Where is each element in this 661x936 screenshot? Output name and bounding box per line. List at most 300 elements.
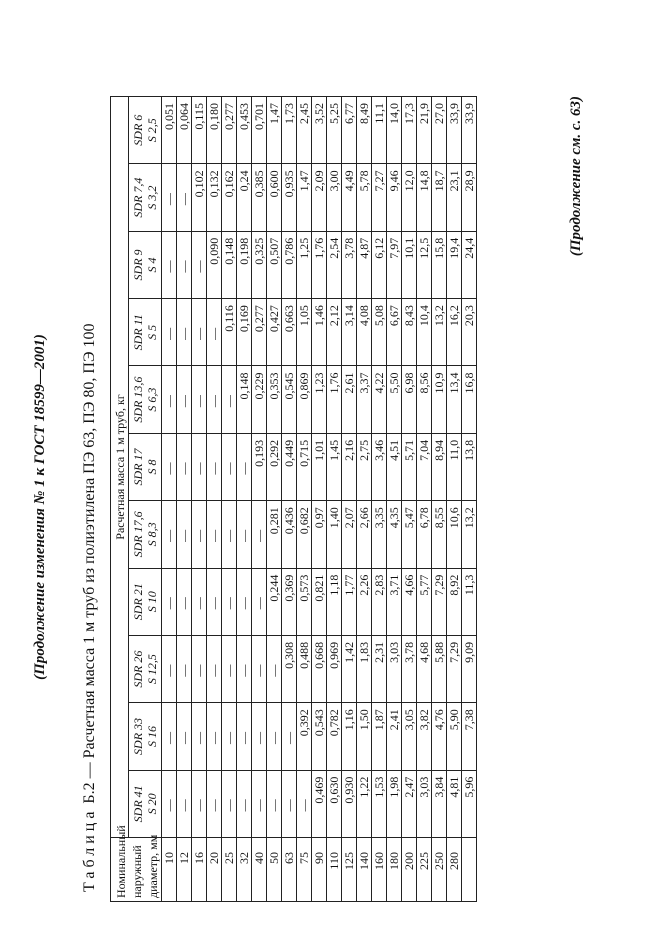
mass-cell: 3,46 [372, 433, 387, 500]
mass-cell: 7,38 [462, 703, 477, 770]
mass-cell: 17,3 [402, 97, 417, 164]
mass-cell: 14,0 [387, 97, 402, 164]
mass-cell: — [192, 299, 207, 366]
mass-cell: 5,47 [402, 501, 417, 568]
mass-cell: 19,4 [447, 231, 462, 298]
mass-cell: 3,82 [417, 703, 432, 770]
mass-cell: — [207, 770, 222, 837]
mass-cell: 5,96 [462, 770, 477, 837]
diameter-cell: 110 [327, 838, 342, 902]
mass-cell: 3,37 [357, 366, 372, 433]
mass-cell: 8,43 [402, 299, 417, 366]
mass-cell: 0,169 [237, 299, 252, 366]
mass-cell: — [192, 433, 207, 500]
mass-cell: 4,49 [342, 164, 357, 231]
table-row [312, 97, 327, 902]
mass-cell: 5,71 [402, 433, 417, 500]
mass-cell: 7,29 [432, 568, 447, 635]
mass-cell: 6,12 [372, 231, 387, 298]
mass-cell: 2,66 [357, 501, 372, 568]
mass-cell: 1,22 [357, 770, 372, 837]
mass-cell: 3,05 [402, 703, 417, 770]
footer-note: (Продолжение см. с. 63) [568, 96, 584, 257]
mass-cell: 11,0 [447, 433, 462, 500]
mass-cell: 0,630 [327, 770, 342, 837]
mass-cell: — [177, 568, 192, 635]
sdr-column-header [129, 568, 162, 635]
mass-cell: 0,930 [342, 770, 357, 837]
mass-cell: 28,9 [462, 164, 477, 231]
mass-cell: 5,50 [387, 366, 402, 433]
mass-cell: 0,325 [252, 231, 267, 298]
mass-cell: 0,102 [192, 164, 207, 231]
mass-cell: 0,969 [327, 635, 342, 702]
diameter-header [111, 825, 162, 902]
mass-cell: 8,55 [432, 501, 447, 568]
table-row [417, 97, 432, 902]
mass-cell: — [252, 770, 267, 837]
mass-cell: — [222, 501, 237, 568]
mass-cell: 0,198 [237, 231, 252, 298]
table-row [357, 97, 372, 902]
mass-cell: 4,35 [387, 501, 402, 568]
mass-cell: 2,61 [342, 366, 357, 433]
mass-cell: 0,97 [312, 501, 327, 568]
s-label: S 10 [145, 591, 160, 613]
mass-cell: 2,31 [372, 635, 387, 702]
mass-cell: — [237, 568, 252, 635]
mass-cell: 10,6 [447, 501, 462, 568]
mass-cell: 0,869 [297, 366, 312, 433]
mass-cell: 0,782 [327, 703, 342, 770]
mass-cell: — [162, 366, 177, 433]
sdr-column-header [129, 770, 162, 837]
s-label: S 4 [145, 257, 160, 273]
mass-cell: 20,3 [462, 299, 477, 366]
mass-cell: 1,05 [297, 299, 312, 366]
mass-cell: — [177, 770, 192, 837]
mass-cell: 1,25 [297, 231, 312, 298]
mass-cell: 1,77 [342, 568, 357, 635]
mass-cell: — [252, 501, 267, 568]
s-label: S 8 [145, 459, 160, 475]
diameter-cell: 63 [282, 838, 297, 902]
mass-cell: 2,16 [342, 433, 357, 500]
mass-cell: 2,41 [387, 703, 402, 770]
mass-cell: 0,600 [267, 164, 282, 231]
mass-cell: 0,180 [207, 97, 222, 164]
mass-cell: 5,88 [432, 635, 447, 702]
mass-cell: 7,27 [372, 164, 387, 231]
mass-cell: 4,66 [402, 568, 417, 635]
sdr-column-header [129, 299, 162, 366]
diameter-cell: 280 [447, 838, 462, 902]
table-row [237, 97, 252, 902]
sdr-label: SDR 41 [131, 785, 146, 823]
mass-cell: 0,064 [177, 97, 192, 164]
s-label: S 12,5 [145, 654, 160, 685]
mass-cell: 10,9 [432, 366, 447, 433]
mass-cell: 18,7 [432, 164, 447, 231]
diameter-cell: 160 [372, 838, 387, 902]
mass-cell: 1,47 [297, 164, 312, 231]
mass-cell: — [207, 501, 222, 568]
mass-cell: 2,07 [342, 501, 357, 568]
mass-cell: 0,668 [312, 635, 327, 702]
mass-cell: 0,193 [252, 433, 267, 500]
diameter-header-line: Номинальный [114, 825, 128, 898]
mass-cell: 0,277 [252, 299, 267, 366]
mass-cell: 33,9 [447, 97, 462, 164]
rotated-page [30, 18, 630, 918]
mass-cell: 0,701 [252, 97, 267, 164]
mass-cell: — [177, 231, 192, 298]
mass-cell: — [177, 164, 192, 231]
mass-cell: 13,2 [462, 501, 477, 568]
mass-cell: — [207, 433, 222, 500]
table-row [252, 97, 267, 902]
mass-cell: 0,488 [297, 635, 312, 702]
mass-cell: 0,715 [297, 433, 312, 500]
mass-cell: 1,73 [282, 97, 297, 164]
mass-cell: 0,148 [237, 366, 252, 433]
mass-cell: — [192, 501, 207, 568]
mass-cell: — [192, 770, 207, 837]
mass-cell: 0,277 [222, 97, 237, 164]
mass-cell: 2,45 [297, 97, 312, 164]
mass-cell: — [192, 703, 207, 770]
sdr-column-header [129, 164, 162, 231]
mass-cell: 16,8 [462, 366, 477, 433]
s-label: S 2,5 [145, 118, 160, 143]
sdr-label: SDR 13,6 [131, 376, 146, 423]
mass-cell: 9,46 [387, 164, 402, 231]
table-row [402, 97, 417, 902]
mass-cell: 11,3 [462, 568, 477, 635]
sdr-label: SDR 26 [131, 650, 146, 688]
mass-cell: 2,54 [327, 231, 342, 298]
mass-cell: 8,56 [417, 366, 432, 433]
mass-cell: 1,40 [327, 501, 342, 568]
mass-cell: — [162, 299, 177, 366]
mass-cell: 0,663 [282, 299, 297, 366]
mass-cell: 0,244 [267, 568, 282, 635]
table-row [387, 97, 402, 902]
sdr-column-header [129, 231, 162, 298]
sdr-column-header [129, 703, 162, 770]
mass-cell: 0,229 [252, 366, 267, 433]
sdr-label: SDR 6 [131, 114, 146, 146]
diameter-cell: 180 [387, 838, 402, 902]
mass-cell: 0,436 [282, 501, 297, 568]
diameter-header-line: наружный [130, 845, 144, 898]
mass-cell: — [207, 366, 222, 433]
table-row [192, 97, 207, 902]
mass-cell: 3,71 [387, 568, 402, 635]
mass-cell: 15,8 [432, 231, 447, 298]
mass-cell: 4,68 [417, 635, 432, 702]
diameter-cell: 32 [237, 838, 252, 902]
mass-cell: — [177, 635, 192, 702]
mass-cell: — [177, 433, 192, 500]
header-note: (Продолжение изменения № 1 к ГОСТ 18599—2001) [32, 334, 48, 680]
mass-cell: 4,81 [447, 770, 462, 837]
mass-cell: — [162, 433, 177, 500]
mass-cell: 0,132 [207, 164, 222, 231]
sdr-column-header [129, 366, 162, 433]
mass-cell: 1,18 [327, 568, 342, 635]
mass-cell: 3,03 [387, 635, 402, 702]
mass-cell: — [237, 433, 252, 500]
diameter-cell: 200 [402, 838, 417, 902]
mass-cell: 8,49 [357, 97, 372, 164]
sdr-column-header [129, 635, 162, 702]
mass-cell: 27,0 [432, 97, 447, 164]
mass-cell: — [237, 501, 252, 568]
mass-cell: 7,29 [447, 635, 462, 702]
mass-cell: 21,9 [417, 97, 432, 164]
mass-cell: 2,83 [372, 568, 387, 635]
mass-cell: — [162, 164, 177, 231]
mass-cell: — [162, 568, 177, 635]
mass-cell: 0,935 [282, 164, 297, 231]
mass-cell: 7,97 [387, 231, 402, 298]
mass-cell: 0,545 [282, 366, 297, 433]
mass-cell: 3,14 [342, 299, 357, 366]
mass-cell: — [177, 703, 192, 770]
mass-cell: 8,92 [447, 568, 462, 635]
sdr-label: SDR 21 [131, 583, 146, 621]
mass-cell: 0,369 [282, 568, 297, 635]
mass-cell: — [162, 231, 177, 298]
mass-cell: 0,427 [267, 299, 282, 366]
mass-cell: — [282, 703, 297, 770]
mass-cell: 3,52 [312, 97, 327, 164]
mass-cell: 0,385 [252, 164, 267, 231]
sdr-column-header [129, 501, 162, 568]
table-body [162, 97, 477, 902]
table-row [447, 97, 462, 902]
sdr-label: SDR 7,4 [131, 177, 146, 218]
s-label: S 5 [145, 324, 160, 340]
mass-cell: 3,35 [372, 501, 387, 568]
diameter-cell: 16 [192, 838, 207, 902]
mass-cell: 0,392 [297, 703, 312, 770]
mass-cell: 2,26 [357, 568, 372, 635]
mass-group-header: Расчетная масса 1 м труб, кг [111, 97, 129, 838]
mass-cell: — [237, 770, 252, 837]
mass-cell: 1,42 [342, 635, 357, 702]
mass-cell: 1,87 [372, 703, 387, 770]
mass-cell: 24,4 [462, 231, 477, 298]
mass-cell: 1,45 [327, 433, 342, 500]
diameter-cell: 20 [207, 838, 222, 902]
mass-cell: — [222, 703, 237, 770]
sdr-column-header [129, 433, 162, 500]
mass-cell: 13,8 [462, 433, 477, 500]
table-row [297, 97, 312, 902]
table-row [207, 97, 222, 902]
mass-cell: 3,84 [432, 770, 447, 837]
mass-cell: 13,4 [447, 366, 462, 433]
mass-cell: — [237, 635, 252, 702]
mass-cell: 1,76 [312, 231, 327, 298]
mass-cell: 5,77 [417, 568, 432, 635]
table-caption [80, 323, 100, 892]
mass-cell: 5,90 [447, 703, 462, 770]
mass-cell: — [192, 366, 207, 433]
mass-cell: — [207, 703, 222, 770]
mass-cell: — [177, 366, 192, 433]
mass-cell: 1,46 [312, 299, 327, 366]
mass-cell: 6,77 [342, 97, 357, 164]
mass-cell: — [177, 501, 192, 568]
mass-cell: 16,2 [447, 299, 462, 366]
mass-cell: 1,01 [312, 433, 327, 500]
header-row-group [111, 97, 129, 902]
mass-cell: 0,453 [237, 97, 252, 164]
mass-cell: — [267, 635, 282, 702]
mass-cell: 1,76 [327, 366, 342, 433]
mass-cell: — [297, 770, 312, 837]
diameter-cell: 250 [432, 838, 447, 902]
table-row [162, 97, 177, 902]
mass-cell: — [252, 568, 267, 635]
mass-cell: 0,292 [267, 433, 282, 500]
mass-cell: — [162, 703, 177, 770]
mass-cell: 1,50 [357, 703, 372, 770]
caption-prefix: Таблица [81, 807, 98, 892]
diameter-cell [462, 838, 477, 902]
table-row [372, 97, 387, 902]
mass-cell: — [207, 299, 222, 366]
mass-cell: 23,1 [447, 164, 462, 231]
mass-cell: 4,22 [372, 366, 387, 433]
mass-cell: 1,83 [357, 635, 372, 702]
mass-cell: 33,9 [462, 97, 477, 164]
sdr-label: SDR 33 [131, 717, 146, 755]
mass-cell: 5,25 [327, 97, 342, 164]
mass-cell: — [162, 635, 177, 702]
mass-cell: 0,469 [312, 770, 327, 837]
mass-cell: 4,08 [357, 299, 372, 366]
mass-cell: 3,00 [327, 164, 342, 231]
mass-cell: 2,09 [312, 164, 327, 231]
table-row [177, 97, 192, 902]
mass-cell: — [222, 770, 237, 837]
diameter-cell: 125 [342, 838, 357, 902]
mass-cell: 3,03 [417, 770, 432, 837]
mass-cell: — [252, 635, 267, 702]
diameter-cell: 40 [252, 838, 267, 902]
mass-cell: 2,47 [402, 770, 417, 837]
mass-cell: 1,53 [372, 770, 387, 837]
mass-cell: 0,573 [297, 568, 312, 635]
diameter-cell: 225 [417, 838, 432, 902]
mass-cell: 1,98 [387, 770, 402, 837]
mass-cell: 4,87 [357, 231, 372, 298]
diameter-cell: 90 [312, 838, 327, 902]
sdr-label: SDR 11 [131, 314, 146, 351]
mass-cell: 0,115 [192, 97, 207, 164]
mass-cell: — [267, 770, 282, 837]
diameter-cell: 50 [267, 838, 282, 902]
mass-cell: 6,98 [402, 366, 417, 433]
mass-cell: 3,78 [342, 231, 357, 298]
sdr-label: SDR 17,6 [131, 511, 146, 558]
diameter-cell: 10 [162, 838, 177, 902]
mass-cell: 10,1 [402, 231, 417, 298]
mass-cell: — [252, 703, 267, 770]
mass-cell: 0,821 [312, 568, 327, 635]
table-row [432, 97, 447, 902]
mass-cell: 0,507 [267, 231, 282, 298]
s-label: S 8,3 [145, 522, 160, 547]
mass-cell: 6,78 [417, 501, 432, 568]
caption-text: Б.2 — Расчетная масса 1 м труб из полиэтилена ПЭ 63, ПЭ 80, ПЭ 100 [81, 323, 98, 804]
table-row [462, 97, 477, 902]
mass-cell: 5,08 [372, 299, 387, 366]
diameter-cell: 12 [177, 838, 192, 902]
mass-cell: — [177, 299, 192, 366]
sdr-column-header [129, 97, 162, 164]
mass-cell: 0,051 [162, 97, 177, 164]
sdr-label: SDR 17 [131, 448, 146, 486]
mass-cell: — [162, 770, 177, 837]
table-row [342, 97, 357, 902]
s-label: S 16 [145, 725, 160, 747]
table-row [267, 97, 282, 902]
header-row-sdr [129, 97, 162, 902]
mass-cell: 12,0 [402, 164, 417, 231]
mass-cell: 12,5 [417, 231, 432, 298]
mass-cell: 13,2 [432, 299, 447, 366]
mass-cell: 0,308 [282, 635, 297, 702]
mass-cell: 0,281 [267, 501, 282, 568]
mass-cell: 4,51 [387, 433, 402, 500]
s-label: S 20 [145, 793, 160, 815]
mass-cell: — [222, 568, 237, 635]
mass-cell: 9,09 [462, 635, 477, 702]
mass-cell: 0,162 [222, 164, 237, 231]
mass-cell: 6,67 [387, 299, 402, 366]
mass-cell: 0,353 [267, 366, 282, 433]
mass-cell: — [222, 433, 237, 500]
s-label: S 3,2 [145, 185, 160, 210]
mass-cell: — [207, 635, 222, 702]
mass-cell: 2,12 [327, 299, 342, 366]
mass-cell: — [267, 703, 282, 770]
mass-cell: 3,78 [402, 635, 417, 702]
mass-cell: 11,1 [372, 97, 387, 164]
diameter-cell: 25 [222, 838, 237, 902]
mass-cell: 0,148 [222, 231, 237, 298]
mass-cell: 0,24 [237, 164, 252, 231]
mass-cell: 0,116 [222, 299, 237, 366]
mass-cell: 8,94 [432, 433, 447, 500]
mass-cell: 10,4 [417, 299, 432, 366]
table-row [282, 97, 297, 902]
mass-cell: — [207, 568, 222, 635]
mass-cell: 0,543 [312, 703, 327, 770]
mass-cell: 1,47 [267, 97, 282, 164]
diameter-cell: 75 [297, 838, 312, 902]
mass-cell: 5,78 [357, 164, 372, 231]
mass-cell: — [237, 703, 252, 770]
mass-cell: 7,04 [417, 433, 432, 500]
mass-cell: — [192, 568, 207, 635]
s-label: S 6,3 [145, 387, 160, 412]
